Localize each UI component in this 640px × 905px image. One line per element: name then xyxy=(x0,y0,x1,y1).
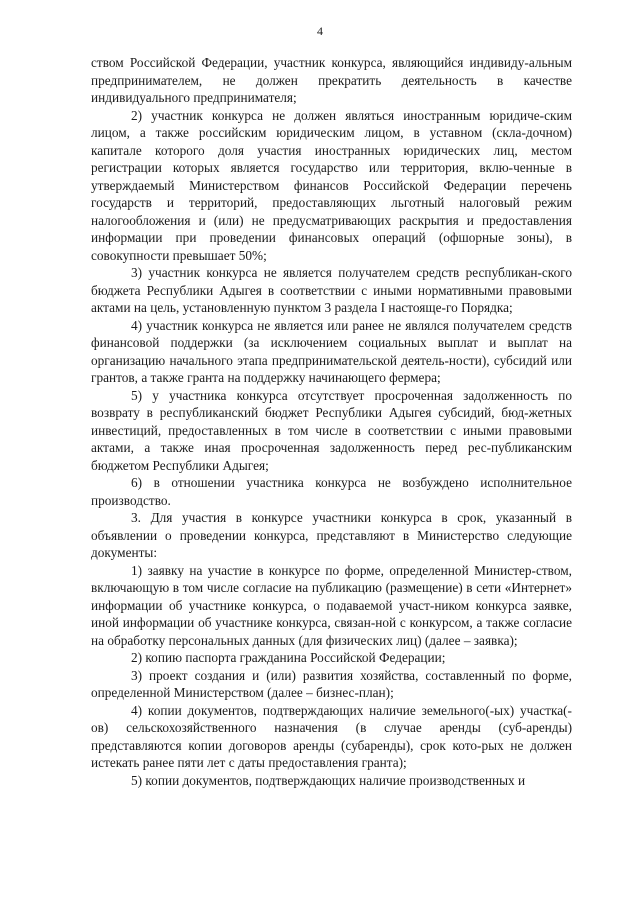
paragraph-item-2: 2) участник конкурса не должен являться иностранным юридиче-ским лицом, а также российским юридическим лицом, в уставном (скла-дочном) капитале которого доля участия иностранных юридических лиц, местом регистрации которых является государство или территория, вклю-ченные в утверждаемый Министерством финансов Российской Федерации перечень государств и территорий, предоставляющих льготный налоговый режим налогообложения и (или) не предусматривающих раскрытия и предоставления информации при проведении финансовых операций (офшорные зоны), в совокупности превышает 50%; xyxy=(91,107,572,263)
paragraph-doc-3: 3) проект создания и (или) развития хозяйства, составленный по форме, определенной Министерством (далее – бизнес-план); xyxy=(91,667,572,700)
page-number: 4 xyxy=(317,24,323,38)
paragraph-doc-1: 1) заявку на участие в конкурсе по форме, определенной Министер-ством, включающую в том числе согласие на публикацию (размещение) в сети «Интернет» информации об участнике конкурса, о подаваемой участ-ником конкурса заявке, иной информации об участнике конкурса, связан-ной с конкурсом, а также согласие на обработку персональных данных (для физических лиц) (далее – заявка); xyxy=(91,562,572,648)
paragraph-continuation: ством Российской Федерации, участник конкурса, являющийся индивиду-альным предпринимателем, не должен прекратить деятельность в качестве индивидуального предпринимателя; xyxy=(91,55,572,105)
paragraph-doc-2: 2) копию паспорта гражданина Российской Федерации; xyxy=(131,650,446,665)
paragraph-item-3: 3) участник конкурса не является получателем средств республикан-ского бюджета Республики Адыгея в соответствии с иными нормативными правовыми актами на цель, установленную пунктом 3 раздела I настояще-го Порядка; xyxy=(91,265,572,315)
paragraph-item-4: 4) участник конкурса не является или ранее не являлся получателем средств финансовой поддержки (за исключением социальных выплат и выплат на организацию начального этапа предпринимательской деятель-ности), субсидий или грантов, а также гранта на поддержку начинающего фермера; xyxy=(91,317,572,385)
document-body xyxy=(91,54,572,789)
paragraph-item-5: 5) у участника конкурса отсутствует просроченная задолженность по возврату в республиканский бюджет Республики Адыгея субсидий, бюд-жетных инвестиций, предоставленных в том числе в соответствии с иными правовыми актами, а также иная просроченная задолженность перед рес-публиканским бюджетом Республики Адыгея; xyxy=(91,387,572,473)
paragraph-doc-5: 5) копии документов, подтверждающих наличие производственных и xyxy=(131,772,526,788)
paragraph-section-3: 3. Для участия в конкурсе участники конкурса в срок, указанный в объявлении о проведении конкурса, представляют в Министерство следующие документы: xyxy=(91,510,572,560)
paragraph-item-6: 6) в отношении участника конкурса не возбуждено исполнительное производство. xyxy=(91,475,572,508)
paragraph-doc-4: 4) копии документов, подтверждающих наличие земельного(-ых) участка(-ов) сельскохозяйственного назначения (в случае аренды (суб-аренды) представляются копии договоров аренды (субаренды), срок кото-рых не должен истекать ранее пяти лет с даты предоставления гранта); xyxy=(91,702,572,770)
